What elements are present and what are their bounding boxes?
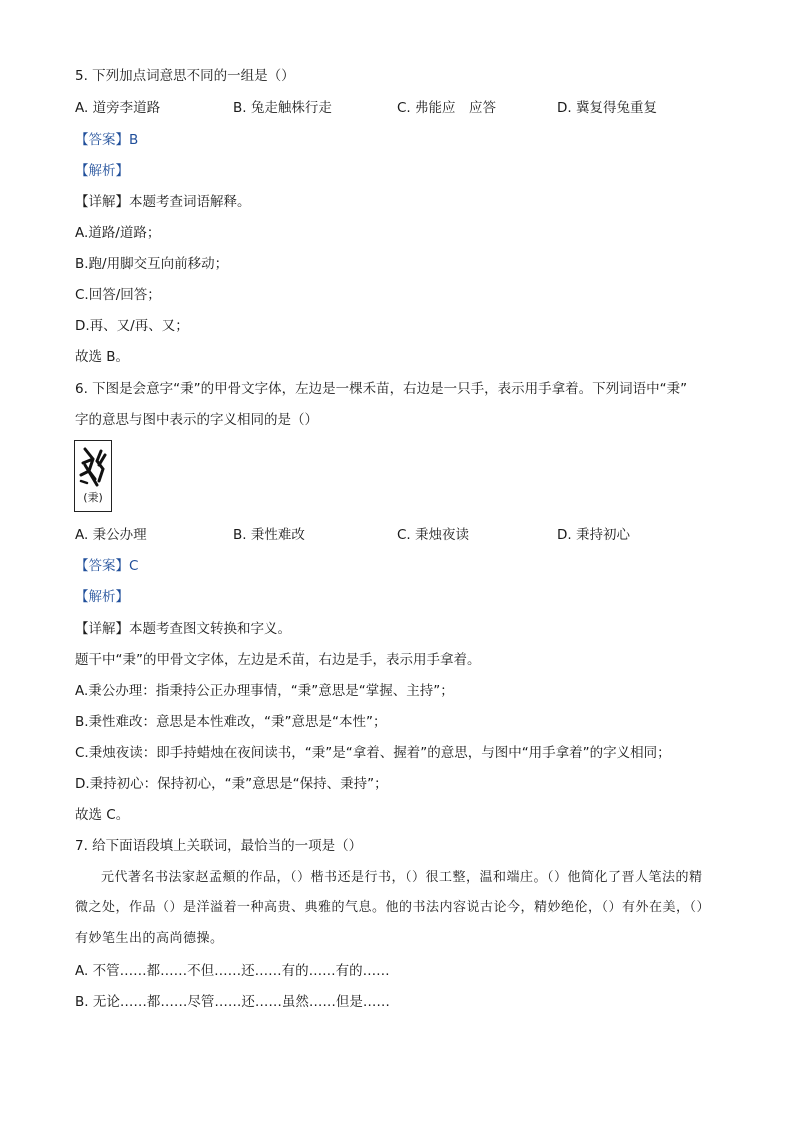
q6-analysis-label: 【解析】	[75, 589, 129, 605]
q5-analysis-label: 【解析】	[75, 163, 129, 179]
q6-intro: 题干中“秉”的甲骨文字体，左边是禾苗，右边是手，表示用手拿着。	[75, 652, 481, 668]
q6-option-a: A. 秉公办理	[75, 527, 147, 543]
q5-option-c: C. 弗能应 应答	[397, 100, 497, 116]
q5-option-b: B. 兔走触株行走	[233, 100, 332, 116]
q5-option-d: D. 冀复得兔重复	[557, 100, 657, 116]
oracle-figure-caption: (秉)	[83, 491, 103, 504]
q6-answer: 【答案】C	[75, 558, 139, 574]
q5-answer: 【答案】B	[75, 132, 139, 148]
q7-passage-line1: 元代著名书法家赵孟頫的作品，（）楷书还是行书，（）很工整，温和端庄。（）他简化了晋人笔法的精	[101, 870, 703, 885]
q6-option-b: B. 秉性难改	[233, 527, 305, 543]
q6-option-c: C. 秉烛夜读	[397, 527, 470, 543]
q5-option-a: A. 道旁李道路	[75, 100, 161, 116]
q5-stem: 5. 下列加点词意思不同的一组是（）	[75, 68, 295, 84]
q6-stem-line1: 6. 下图是会意字“秉”的甲骨文字体，左边是一棵禾苗，右边是一只手，表示用手拿着。下列词语中“秉”	[75, 381, 688, 397]
q5-detail: 【详解】本题考查词语解释。	[75, 194, 251, 210]
q5-explanation-a: A.道路/道路；	[75, 225, 161, 241]
q6-explanation-c: C.秉烛夜读：即手持蜡烛在夜间读书，“秉”是“拿着、握着”的意思，与图中“用手拿着”的字义相同；	[75, 745, 671, 761]
q6-explanation-b: B.秉性难改：意思是本性难改，“秉”意思是“本性”；	[75, 714, 387, 730]
q5-explanation-c: C.回答/回答；	[75, 287, 161, 303]
q6-stem-line2: 字的意思与图中表示的字义相同的是（）	[75, 412, 318, 428]
oracle-bone-character-figure	[74, 440, 112, 512]
q7-option-b: B. 无论……都……尽管……还……虽然……但是……	[75, 994, 390, 1010]
q5-explanation-b: B.跑/用脚交互向前移动；	[75, 256, 229, 272]
q5-conclusion: 故选 B。	[75, 349, 130, 365]
q6-explanation-a: A.秉公办理：指秉持公正办理事情，“秉”意思是“掌握、主持”；	[75, 683, 454, 699]
q7-passage-line3: 有妙笔生出的高尚德操。	[75, 931, 224, 946]
q6-explanation-d: D.秉持初心：保持初心，“秉”意思是“保持、秉持”；	[75, 776, 388, 792]
q5-explanation-d: D.再、又/再、又；	[75, 318, 189, 334]
q7-stem: 7. 给下面语段填上关联词，最恰当的一项是（）	[75, 838, 363, 854]
q6-detail: 【详解】本题考查图文转换和字义。	[75, 621, 291, 637]
q6-option-d: D. 秉持初心	[557, 527, 630, 543]
q7-passage-line2: 微之处，作品（）是洋溢着一种高贵、典雅的气息。他的书法内容说古论今，精妙绝伦，（）有外在美，（）	[75, 900, 711, 915]
q6-conclusion: 故选 C。	[75, 807, 130, 823]
q7-option-a: A. 不管……都……不但……还……有的……有的……	[75, 963, 390, 979]
